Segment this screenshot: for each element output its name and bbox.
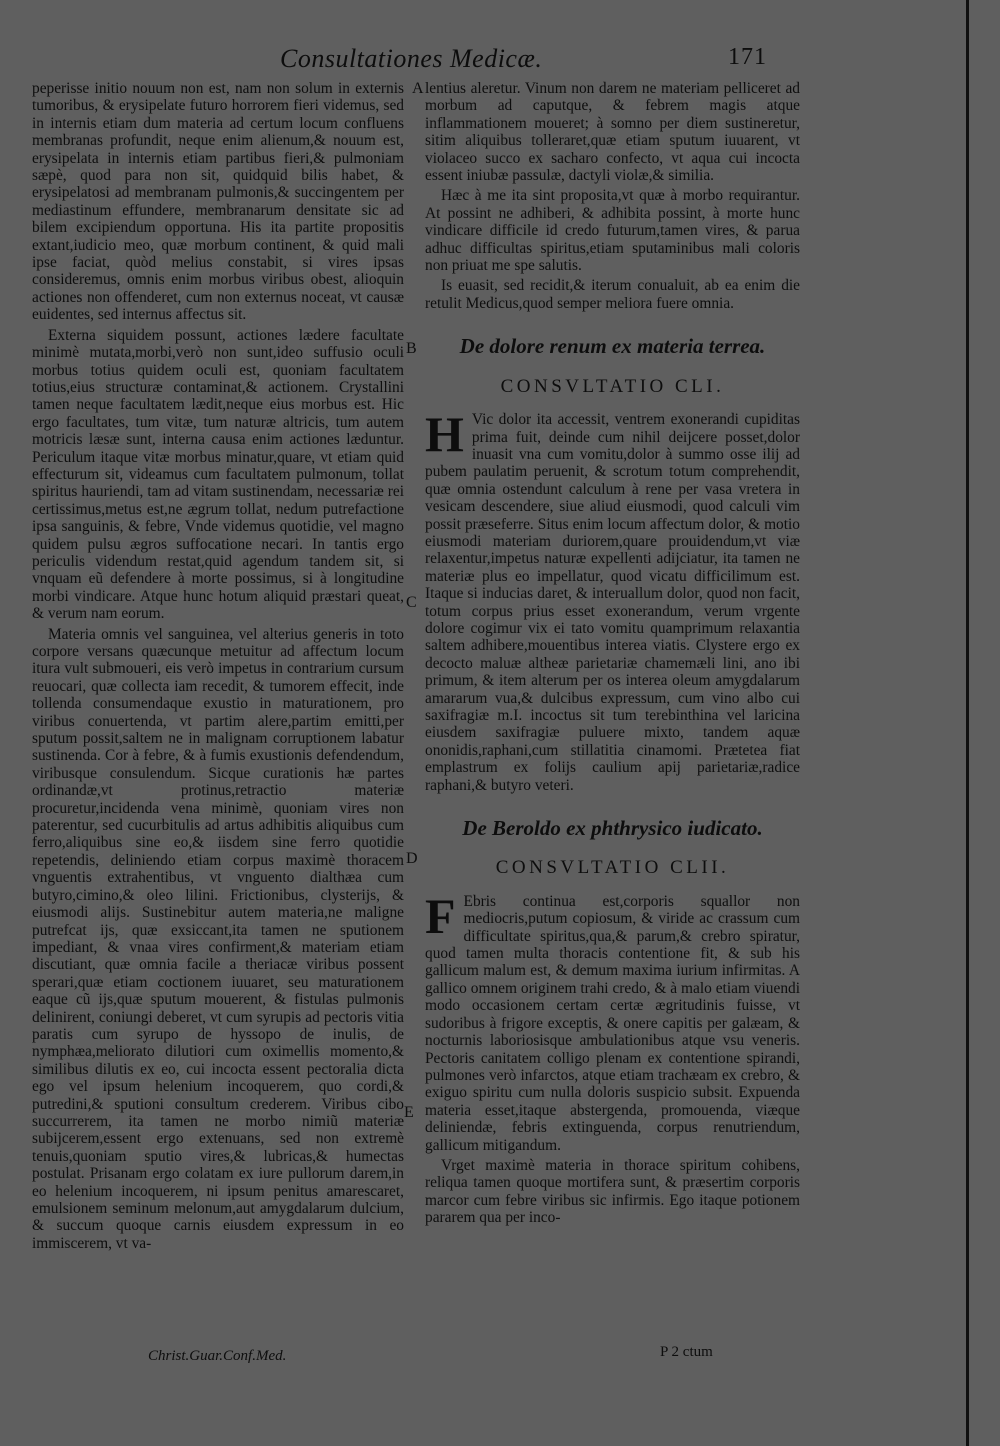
- left-paragraph-2: Externa siquidem possunt, actiones lædere facultate minimè mutata,morbi,verò non sunt,ideo suffusio oculi morbus totius quidem oculi est, quoniam facultatem totius,eius structuræ contaminat,& actionem. Crystallini tamen neque facultatem lædit,neque eius morbus est. Hic ergo facultates, tum vitæ, tum naturæ altricis, tum autem motricis læsæ sunt, interna causa enim actiones læduntur. Periculum itaque vitæ morbus minatur,quare, vt etiam quid effecturum sit, videamus cum facultatem pulmonum, tollat spiritus hauriendi, tam ad vitam sustinendam, necessariæ rei certissimus,metus est,ne ægrum tollat, nedum putrefactione ipsa sanguinis, & febre, Vnde videmus quotidie, vel magno quidem pulsu ægros suffocatione necari. In tantis ergo periculis videndum restat,quid agendum tandem sit, si vnquam eũ defendere à morte possimus, si à longitudine morbi vindicare. Atque hunc hotum aliquid præstari queat, & verum nam eorum.: [32, 326, 404, 623]
- left-column: [32, 80, 404, 1252]
- consultation-cli-text: [425, 406, 800, 794]
- running-title: Consultationes Medicæ.: [280, 44, 543, 73]
- right-intro-paragraph-3: Is euasit, sed recidit,& iterum conualuit, ab ea enim die retulit Medicus,quod semper meliora fuere omnia.: [425, 277, 800, 312]
- margin-marker-e: E: [404, 1104, 414, 1121]
- margin-marker-d: D: [406, 850, 418, 867]
- section-title-beroldo: De Beroldo ex phthrysico iudicato.: [462, 816, 763, 841]
- page-number: 171: [728, 44, 767, 70]
- consultation-heading-cli: CONSVLTATIO CLI.: [500, 375, 725, 397]
- right-intro-paragraph-1: lentius aleretur. Vinum non darem ne materiam pelliceret ad morbum ad caputque, & febrem magis atque inflammationem moueret; à somno per diem sustineretur, sitim aliquibus tolleraret,quæ etiam sputum iuuarent, vt violaceo succo ex sacharo confecto, vt aqua cui incocta essent iniubæ passulæ, dactyli violæ,& similia.: [425, 80, 800, 185]
- consultation-clii-paragraph-2: Vrget maximè materia in thorace spiritum cohibens, reliqua tamen quoque mortifera sunt, & præsertim corporis marcor cum febre viribus sic infirmis. Ego itaque potionem pararem qua per inco-: [425, 1156, 800, 1227]
- consultation-clii-body: Ebris continua est,corporis squallor non mediocris,putum copiosum, & viride ac crassum cum difficultate spiritus,qua,& parum,& crebro spiratur, quod tamen multa thoracis contentione fit, & sub his gallicum malum est, & demum maxima iurium infirmitas. A gallico omnem originem trahi credo, & à malo etiam viuendi modo occasionem certam certæ ægritudinis fuisse, vt sudoribus à frigore exceptis, & onere capitis per galæam, & nocturnis laboriosisque ambulationibus atque vsu veneris. Pectoris canitatem colligo plenam ex contentione spirandi, pulmones verò infarctos, atque etiam trachæam ex crebro, & exiguo spiritu cum nulla doloris suspicio subsit. Expuenda materia esset,itaque abstergenda, promouenda, viæque deliniendæ, febris extinguenda, corpus renutriendum, gallicum mitigandum.: [425, 892, 800, 1154]
- drop-cap-h: H: [425, 406, 464, 463]
- right-column: [425, 80, 800, 1227]
- margin-marker-a: A: [412, 80, 424, 97]
- consultation-heading-clii: CONSVLTATIO CLII.: [495, 857, 730, 879]
- margin-marker-c: C: [406, 594, 417, 611]
- left-paragraph-1: peperisse initio nouum non est, nam non solum in externis tumoribus, & erysipelate futuro horrorem fieri videmus, sed in internis etiam dum materia ad certum locum confluens membranas profundit, neque enim alienum,& nouum est, erysipelata in internis etiam partibus fieri,& pulmoniam sæpè, quod para non sit, quidquid bilis habet, & erysipelatosi ad membranam pulmonis,& succingentem per mediastinum effundere, membranarum densitate sic ad bilem excipiendum opportuna. His ita partite propositis extant,iudicio meo, quæ morbum continent, & quid mali ipse faciat, quòd melius constabit, si vires ipsas consideremus, omnis enim morbus viribus obest, alioquin actiones non offenderet, cum non externus noceat, vt causæ euidentes, sed internus affectus sit.: [32, 80, 404, 324]
- consultation-clii-text: [425, 887, 800, 1154]
- catchword: P 2 ctum: [660, 1344, 713, 1360]
- section-title-renum: De dolore renum ex materia terrea.: [459, 334, 766, 359]
- margin-marker-b: B: [406, 340, 417, 357]
- signature-line: Christ.Guar.Conf.Med.: [148, 1348, 287, 1364]
- drop-cap-f: F: [425, 887, 456, 944]
- page-edge-line: [966, 0, 969, 1446]
- right-intro-paragraph-2: Hæc à me ita sint proposita,vt quæ à morbo requirantur. At possint ne adhiberi, & adhibita possint, à morte hunc vindicare difficile id credo futurum,tamen vires, & parua adhuc difficultas spiritus,etiam sputaminibus mali coloris non priuat me spe salutis.: [425, 187, 800, 275]
- consultation-cli-body: Vic dolor ita accessit, ventrem exonerandi cupiditas prima fuit, deinde cum nihil deijcere posset,dolor inuasit vna cum vomitu,dolor à summo osse ilij ad pubem paulatim peruenit, & scrotum totum comprehendit, quæ omnia ostendunt calculum à rene per vasa vretera in vesicam descendere, siue aliud eiusmodi, quod calculi vim possit præseferre. Situs enim locum affectum dolor, & motio eiusmodi materiam duriorem,quare prouidendum,vt viæ relaxentur,impetus naturæ expellenti adijciatur, ita tamen ne materiæ plus eo impellatur, quod vicatu difficilimum est. Itaque si inducias daret, & interuallum dolor, quod non facit, totum corpus prius esset exonerandum, verum vrgente dolore cogimur vix ei tato vomitu quamprimum relaxantia saltem adhibere,mouentibus interea viatis. Clystere ergo ex decocto maluæ altheæ parietariæ chamemæli lini, ano ibi primum, & item alterum per os interea oleum amygdalarum amararum vua,& dulcibus expressum, cum vino albo cui saxifragiæ m.I. incoctus sit tum terebinthina vel laricina eiusdem saxifragiæ puluere mixto, tandem aquæ ononidis,raphani,cum stillatitia cinamomi. Prætetea fiat emplastrum ex folijs caulium apij parietariæ,radice raphani,& butyro veteri.: [425, 411, 800, 794]
- left-paragraph-3: Materia omnis vel sanguinea, vel alterius generis in toto corpore versans quæcunque metuitur ad affectum locum itura vult submoueri, eis verò impetus in contrarium cursum reuocari, quæ collecta iam recedit, & tumorem effecit, inde tollenda consumendaque exustio in maturationem, pro viribus conuertenda, vt partim alere,partim emitti,per sputum possit,saltem ne in malignam corruptionem labatur sustinenda. Cor à febre, & à fumis exustionis defendendum, viribusque consulendum. Sicque curationis hæ partes ordinandæ,vt protinus,retractio materiæ procuretur,incidenda vena minimè, quoniam vires non paterentur, sed cucurbitulis ad artus adhibitis aliquibus cum ferro,aliquibus sine eo,& iisdem sine ferro quotidie repetendis, deliniendo etiam corpus maximè thoracem vnguentis extrahentibus, vt vnguento dialthæa cum butyro,cimino,& oleo lilini. Frictionibus, clysterijs, & eiusmodi alijs. Sustinebitur autem materia,ne maligne putrefcat ijs, quæ exsiccant,ita tamen ne sputionem impediant, & vnaa vires confirment,& materiam etiam discutiant, quæ omnia facile a theriacæ viribus possent sperari,quæ etiam coctionem iuuaret, seu maturationem eaque cũ ijs,quæ sputum mouerent, & fistulas pulmonis delinirent, coniungi deberet, vt cum syrupis ad pectoris vitia paratis cum syrupo de hyssopo de inulis, de nymphæa,meliorato dilutiori cum oximellis momento,& similibus dilutis ex eo, cui incocta essent pectoralia dicta ego vel ipsum helenium incoquerem, quo cordi,& putredini,& sputioni consultum crederem. Viribus cibo succurrerem, ita tamen ne morbo nimiũ materiæ subijcerem,essent ergo extenuans, sed non extremè tenuis,quoniam sputio vires,& lubricas,& humectas postulat. Prisanam ergo colatam ex iure pullorum darem,in eo helenium incoquerem, ni ipsum penitus amarescaret, emulsionem seminum melonum,aut amygdalarum dulcium, & succum quoque carnis eiusdem expressum in eo immiscerem, vt va-: [32, 625, 404, 1252]
